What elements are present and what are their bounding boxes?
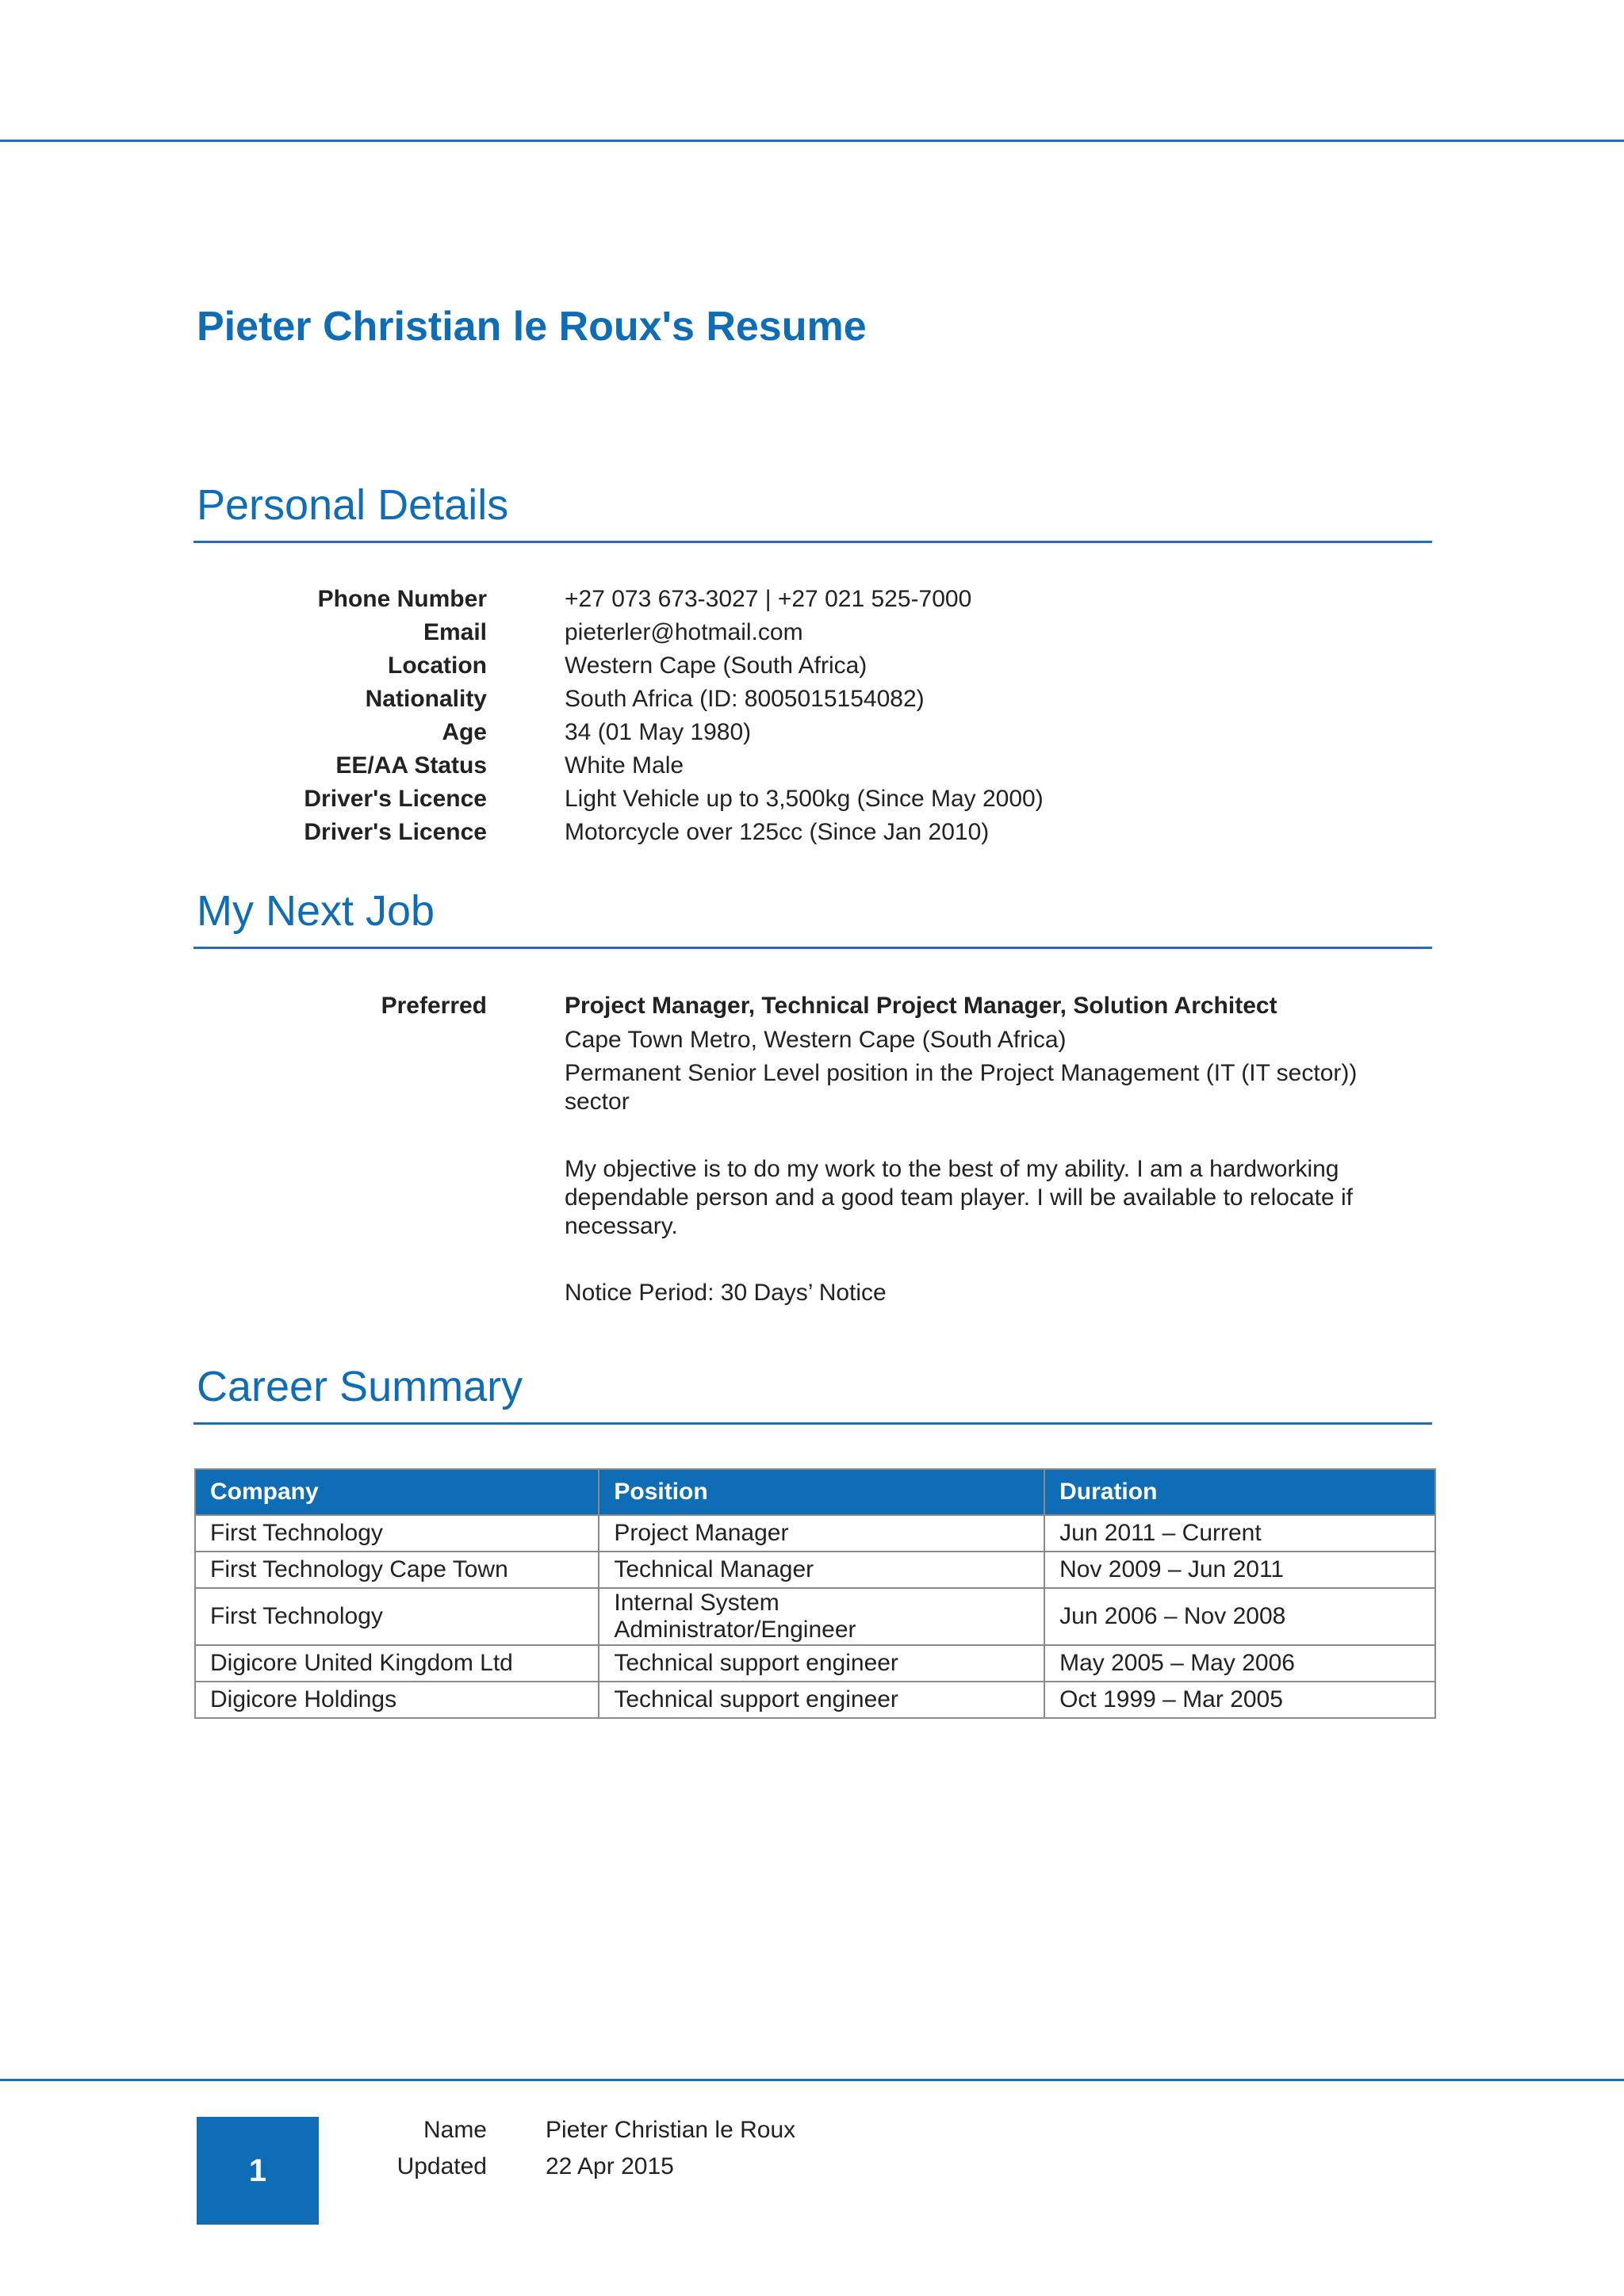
- detail-row: [0, 783, 1624, 816]
- objective-text: My objective is to do my work to the best of my ability. I am a hardworking dependable person and a good team player. I will be available to relocate if necessary.: [565, 1156, 1353, 1239]
- footer-updated-label: Updated: [396, 2153, 487, 2179]
- table-row: [195, 1682, 1435, 1718]
- preferred-roles: Project Manager, Technical Project Manager, Solution Architect: [565, 993, 1277, 1019]
- detail-row: [0, 749, 1624, 783]
- detail-label: Nationality: [365, 686, 487, 712]
- duration-cell: Oct 1999 – Mar 2005: [1044, 1682, 1435, 1718]
- detail-label: Driver's Licence: [304, 786, 487, 812]
- position-cell: Internal System Administrator/Engineer: [599, 1588, 1044, 1645]
- duration-cell: Jun 2011 – Current: [1044, 1515, 1435, 1552]
- company-cell: First Technology: [195, 1588, 599, 1645]
- detail-label: Location: [388, 652, 487, 679]
- duration-cell: Jun 2006 – Nov 2008: [1044, 1588, 1435, 1645]
- detail-label: Age: [442, 719, 487, 745]
- section-heading: Career Summary: [197, 1363, 523, 1410]
- company-cell: First Technology Cape Town: [195, 1552, 599, 1588]
- detail-value: Western Cape (South Africa): [565, 652, 868, 679]
- detail-value: South Africa (ID: 8005015154082): [565, 686, 925, 712]
- detail-row: [0, 616, 1624, 649]
- detail-value: Light Vehicle up to 3,500kg (Since May 2000): [565, 786, 1044, 812]
- section-next-job: [193, 886, 1432, 949]
- detail-row: [0, 716, 1624, 749]
- preferred-location: Cape Town Metro, Western Cape (South Africa): [565, 1027, 1067, 1053]
- career-table: [194, 1468, 1436, 1719]
- section-personal-details: [193, 480, 1432, 543]
- position-cell: Project Manager: [599, 1515, 1044, 1552]
- duration-cell: Nov 2009 – Jun 2011: [1044, 1552, 1435, 1588]
- position-cell: Technical support engineer: [599, 1645, 1044, 1682]
- position-cell: Technical Manager: [599, 1552, 1044, 1588]
- company-cell: First Technology: [195, 1515, 599, 1552]
- detail-value: 34 (01 May 1980): [565, 719, 752, 745]
- column-header: Duration: [1044, 1469, 1435, 1515]
- table-row: [195, 1515, 1435, 1552]
- preferred-label: Preferred: [381, 993, 487, 1019]
- preferred-position: Permanent Senior Level position in the Project Management (IT (IT sector)) sector: [565, 1060, 1358, 1115]
- preferred-row: [0, 989, 1624, 1023]
- section-heading: Personal Details: [197, 481, 509, 529]
- detail-row: [0, 683, 1624, 716]
- career-header-row: [195, 1469, 1435, 1515]
- document-title: Pieter Christian le Roux's Resume: [197, 304, 867, 350]
- detail-row: [0, 816, 1624, 849]
- footer-name-label: Name: [423, 2117, 487, 2143]
- footer-rule: [0, 2079, 1624, 2081]
- table-row: [195, 1552, 1435, 1588]
- detail-label: EE/AA Status: [335, 752, 487, 779]
- footer-name-value: Pieter Christian le Roux: [546, 2117, 796, 2143]
- table-row: [195, 1645, 1435, 1682]
- detail-value: White Male: [565, 752, 684, 779]
- section-underline: [193, 1422, 1432, 1425]
- detail-label: Email: [423, 619, 487, 645]
- email-link[interactable]: pieterler@hotmail.com: [565, 619, 803, 645]
- column-header: Company: [195, 1469, 599, 1515]
- duration-cell: May 2005 – May 2006: [1044, 1645, 1435, 1682]
- section-underline: [193, 947, 1432, 949]
- detail-label: Phone Number: [317, 586, 487, 612]
- position-cell: Technical support engineer: [599, 1682, 1044, 1718]
- header-rule: [0, 140, 1624, 142]
- preferred-label-row: [0, 989, 1624, 1023]
- section-underline: [193, 541, 1432, 543]
- detail-label: Driver's Licence: [304, 819, 487, 845]
- detail-value: Motorcycle over 125cc (Since Jan 2010): [565, 819, 990, 845]
- column-header: Position: [599, 1469, 1044, 1515]
- company-cell: Digicore Holdings: [195, 1682, 599, 1718]
- detail-row: [0, 649, 1624, 683]
- detail-value: +27 073 673-3027 | +27 021 525-7000: [565, 586, 972, 612]
- company-cell: Digicore United Kingdom Ltd: [195, 1645, 599, 1682]
- footer-updated-value: 22 Apr 2015: [546, 2153, 674, 2179]
- table-row: [195, 1588, 1435, 1645]
- page-number: 1: [197, 2117, 319, 2225]
- section-heading: My Next Job: [197, 887, 435, 935]
- personal-details-list: [0, 583, 1624, 849]
- detail-row: [0, 583, 1624, 616]
- notice-period: Notice Period: 30 Days’ Notice: [565, 1280, 887, 1306]
- section-career-summary: [193, 1362, 1432, 1425]
